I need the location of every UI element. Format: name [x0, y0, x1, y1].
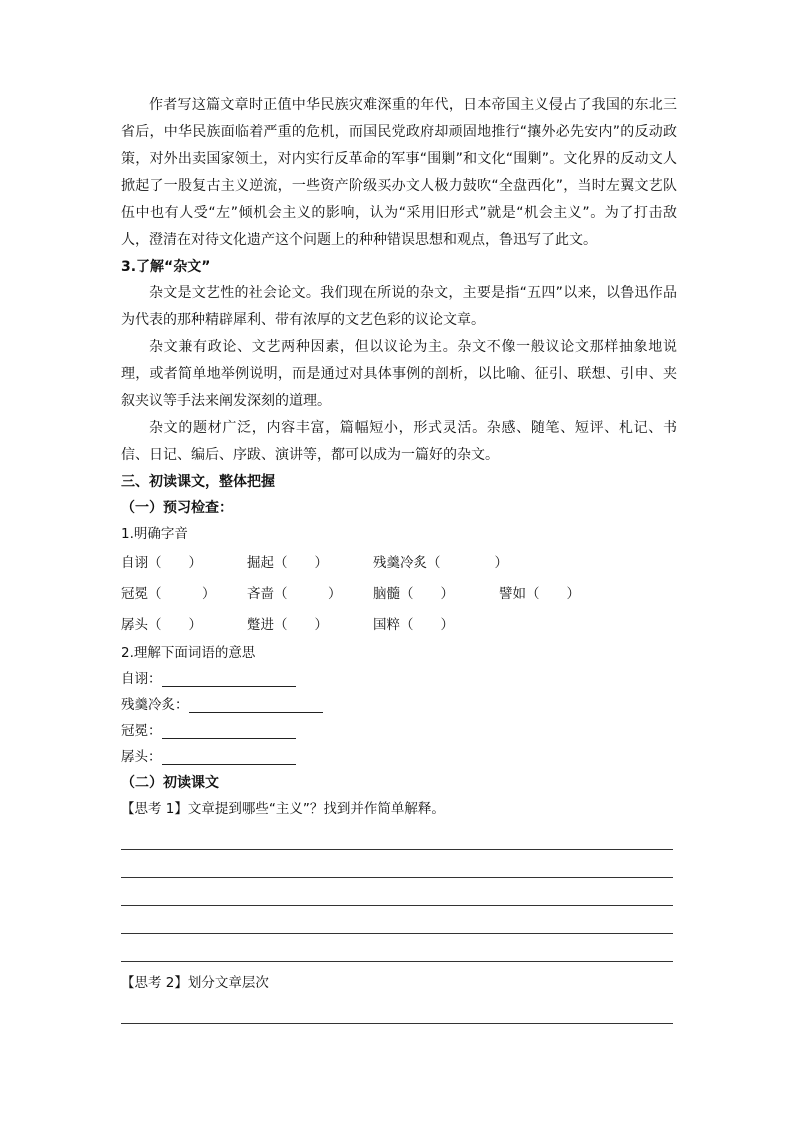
pinyin-item: 吝啬（ ） [247, 586, 342, 602]
content-column [121, 92, 677, 1024]
pinyin-item: 国粹（ ） [373, 617, 454, 633]
zawen-heading: 3.了解“杂文” [121, 259, 211, 275]
meaning-term: 自诩： [121, 671, 162, 687]
answer-line[interactable] [121, 996, 673, 1024]
meaning-row [121, 744, 677, 770]
pinyin-item: 蹩进（ ） [247, 617, 328, 633]
pinyin-row-3 [121, 609, 677, 640]
zawen-paragraph-3: 杂文的题材广泛，内容丰富，篇幅短小，形式灵活。杂感、随笔、短评、札记、书信、日记、编后、序跋、演讲等，都可以成为一篇好的杂文。 [121, 420, 677, 463]
answer-line[interactable] [121, 934, 673, 962]
meaning-term: 冠冕： [121, 723, 162, 739]
zawen-paragraph-1: 杂文是文艺性的社会论文。我们现在所说的杂文，主要是指“五四”以来，以鲁迅作品为代表的那种精辟犀利、带有浓厚的文艺色彩的议论文章。 [121, 285, 677, 328]
meaning-term: 孱头： [121, 749, 162, 765]
preview-heading: （一）预习检查： [121, 500, 233, 516]
answer-blank[interactable] [162, 722, 296, 739]
meaning-term: 残羹冷炙： [121, 697, 189, 713]
think-question-2: 【思考 2】划分文章层次 [121, 975, 269, 991]
pinyin-item: 冠冕（ ） [121, 586, 216, 602]
meaning-row [121, 666, 677, 692]
pinyin-title: 1.明确字音 [121, 526, 188, 542]
answer-line[interactable] [121, 850, 673, 878]
pinyin-item: 譬如（ ） [499, 586, 580, 602]
think-question-1: 【思考 1】文章提到哪些“主义”？找到并作简单解释。 [121, 801, 445, 817]
answer-blank[interactable] [189, 696, 323, 713]
answer-blank[interactable] [162, 748, 296, 765]
meaning-title: 2.理解下面词语的意思 [121, 645, 256, 661]
answer-blank[interactable] [162, 670, 296, 687]
pinyin-item: 残羹冷炙（ ） [373, 555, 508, 571]
answer-line[interactable] [121, 822, 673, 850]
answer-line[interactable] [121, 906, 673, 934]
pinyin-row-1 [121, 547, 677, 578]
reading-heading: （二）初读课文 [121, 775, 219, 791]
pinyin-row-2 [121, 578, 677, 609]
pinyin-item: 掘起（ ） [247, 555, 328, 571]
pinyin-item: 孱头（ ） [121, 617, 202, 633]
pinyin-item: 自诩（ ） [121, 555, 202, 571]
zawen-paragraph-2: 杂文兼有政论、文艺两种因素，但以议论为主。杂文不像一般议论文那样抽象地说理，或者简单地举例说明，而是通过对具体事例的剖析，以比喻、征引、联想、引申、夹叙夹议等手法来阐发深刻的道理。 [121, 339, 677, 409]
background-paragraph: 作者写这篇文章时正值中华民族灾难深重的年代，日本帝国主义侵占了我国的东北三省后，中华民族面临着严重的危机，而国民党政府却顽固地推行“攘外必先安内”的反动政策，对外出卖国家领土，对内实行反革命的军事“围剿”和文化“围剿”。文化界的反动文人掀起了一股复古主义逆流，一些资产阶级买办文人极力鼓吹“全盘西化”，当时左翼文艺队伍中也有人受“左”倾机会主义的影响，认为“采用旧形式”就是“机会主义”。为了打击敌人，澄清在对待文化遗产这个问题上的种种错误思想和观点，鲁迅写了此文。 [121, 97, 677, 248]
pinyin-item: 脑髓（ ） [373, 586, 454, 602]
answer-line[interactable] [121, 878, 673, 906]
meaning-row [121, 692, 677, 718]
section-heading: 三、初读课文，整体把握 [121, 474, 275, 490]
meaning-row [121, 718, 677, 744]
